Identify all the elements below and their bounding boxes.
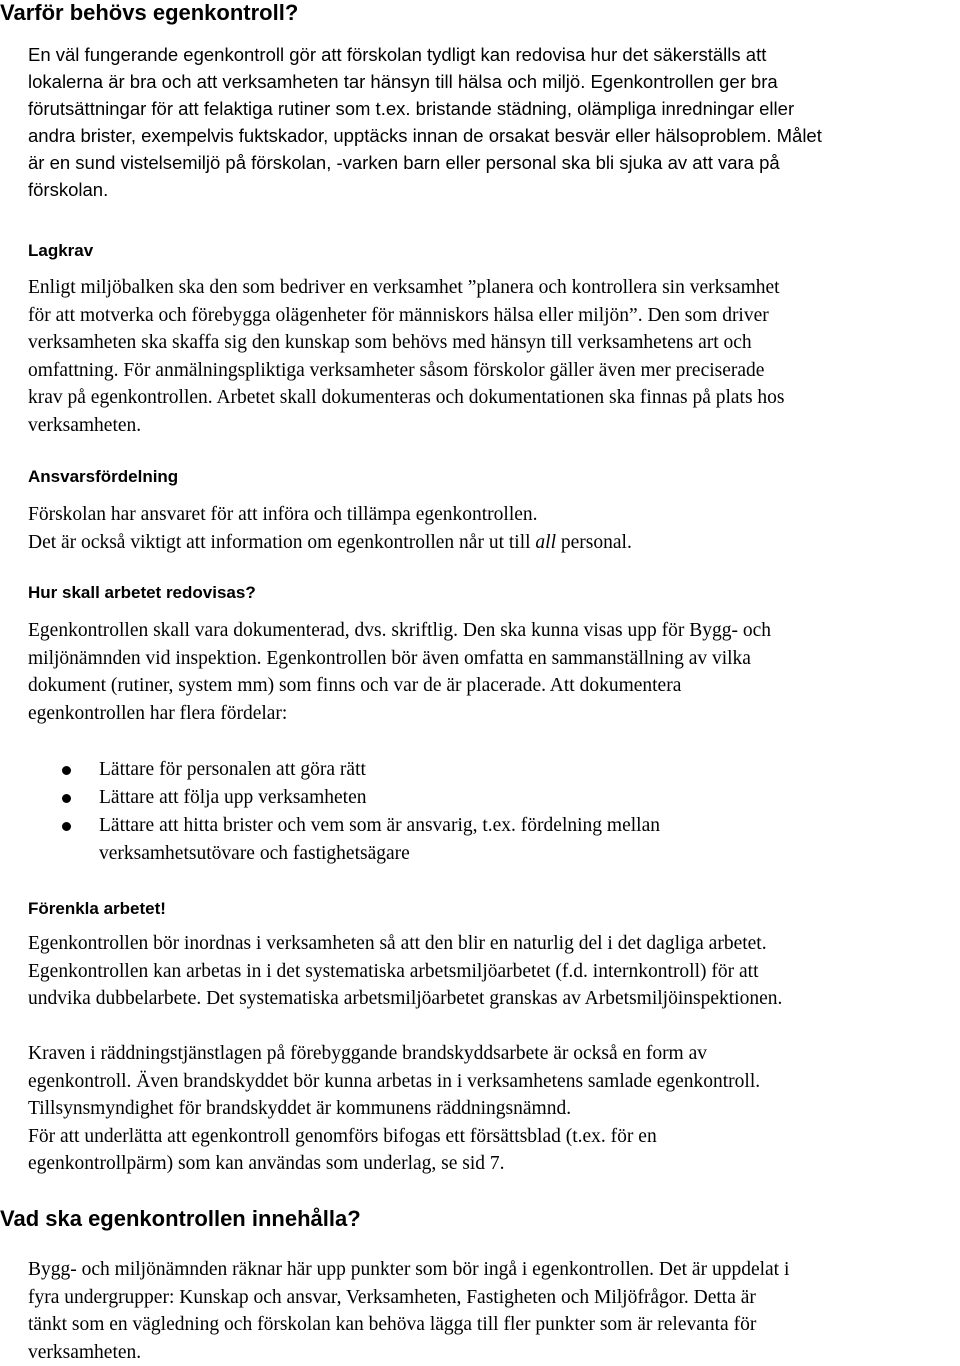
text-line: verksamheten.: [28, 1339, 958, 1366]
text-line: krav på egenkontrollen. Arbetet skall dokumenteras och dokumentationen ska finnas på plats hos: [28, 384, 958, 412]
text-line: Enligt miljöbalken ska den som bedriver en verksamhet ”planera och kontrollera sin verksamhet: [28, 274, 958, 302]
text-line: Kraven i räddningstjänstlagen på förebyggande brandskyddsarbete är också en form av: [28, 1040, 958, 1068]
text-line: verksamhetsutövare och fastighetsägare: [99, 840, 960, 868]
heading-lagkrav: Lagkrav: [28, 240, 93, 262]
text-line: verksamheten ska skaffa sig den kunskap som behövs med hänsyn till verksamhetens art och: [28, 329, 958, 357]
text-line: verksamheten.: [28, 412, 958, 440]
text-line: förutsättningar för att felaktiga rutiner som t.ex. bristande städning, olämpliga inredningar eller: [28, 95, 958, 122]
text-line: För att underlätta att egenkontroll genomförs bifogas ett försättsblad (t.ex. för en: [28, 1123, 958, 1151]
text-line: Lättare att hitta brister och vem som är ansvarig, t.ex. fördelning mellan: [99, 812, 960, 840]
text-line: Egenkontrollen kan arbetas in i det systematiska arbetsmiljöarbetet (f.d. internkontroll) för att: [28, 958, 958, 986]
heading-redovisas: Hur skall arbetet redovisas?: [28, 582, 256, 604]
heading-innehalla: Vad ska egenkontrollen innehålla?: [0, 1206, 361, 1232]
paragraph-redovisas: [28, 617, 958, 727]
bullet-icon: [62, 766, 71, 775]
text-line: egenkontroll. Även brandskyddet bör kunna arbetas in i verksamhetens samlade egenkontroll.: [28, 1068, 958, 1096]
text-segment: personal.: [556, 532, 632, 553]
text-line: dokument (rutiner, system mm) som finns och var de är placerade. Att dokumentera: [28, 672, 958, 700]
text-line: Egenkontrollen bör inordnas i verksamheten så att den blir en naturlig del i det dagliga arbetet.: [28, 930, 958, 958]
bullet-icon: [62, 794, 71, 803]
paragraph-innehalla: [28, 1256, 958, 1366]
text-line: Egenkontrollen skall vara dokumenterad, dvs. skriftlig. Den ska kunna visas upp för Bygg- och: [28, 617, 958, 645]
paragraph-lagkrav: [28, 274, 958, 439]
text-line: Lättare att följa upp verksamheten: [99, 784, 960, 812]
list-item: [0, 756, 960, 784]
text-line: En väl fungerande egenkontroll gör att förskolan tydligt kan redovisa hur det säkerställs att: [28, 41, 958, 68]
list-item: [0, 784, 960, 812]
text-line: [28, 529, 958, 557]
text-line: omfattning. För anmälningspliktiga verksamheter såsom förskolor gäller även mer preciserade: [28, 357, 958, 385]
list-item: [0, 812, 960, 868]
bullet-list: [0, 756, 960, 868]
text-line: är en sund vistelsemiljö på förskolan, -varken barn eller personal ska bli sjuka av att vara på: [28, 149, 958, 176]
text-segment: Det är också viktigt att information om egenkontrollen når ut till: [28, 532, 535, 553]
text-line: för att motverka och förebygga olägenheter för människors hälsa eller miljön”. Den som driver: [28, 302, 958, 330]
paragraph-forenkla: [28, 930, 958, 1013]
text-line: Bygg- och miljönämnden räknar här upp punkter som bör ingå i egenkontrollen. Det är uppdelat i: [28, 1256, 958, 1284]
bullet-icon: [62, 822, 71, 831]
heading-forenkla: Förenkla arbetet!: [28, 898, 166, 920]
text-line: miljönämnden vid inspektion. Egenkontrollen bör även omfatta en sammanställning av vilka: [28, 645, 958, 673]
emphasis-all: all: [535, 532, 556, 553]
text-line: undvika dubbelarbete. Det systematiska arbetsmiljöarbetet granskas av Arbetsmiljöinspektionen.: [28, 985, 958, 1013]
text-line: förskolan.: [28, 176, 958, 203]
paragraph-brandskydd: [28, 1040, 958, 1178]
text-line: egenkontrollen har flera fördelar:: [28, 700, 958, 728]
text-line: Lättare för personalen att göra rätt: [99, 756, 960, 784]
text-line: Förskolan har ansvaret för att införa och tillämpa egenkontrollen.: [28, 501, 958, 529]
text-line: lokalerna är bra och att verksamheten tar hänsyn till hälsa och miljö. Egenkontrollen ger bra: [28, 68, 958, 95]
text-line: egenkontrollpärm) som kan användas som underlag, se sid 7.: [28, 1150, 958, 1178]
text-line: tänkt som en vägledning och förskolan kan behöva lägga till fler punkter som är relevanta för: [28, 1311, 958, 1339]
text-line: Tillsynsmyndighet för brandskyddet är kommunens räddningsnämnd.: [28, 1095, 958, 1123]
heading-ansvarsfordelning: Ansvarsfördelning: [28, 466, 178, 488]
paragraph-varfor: [28, 41, 958, 203]
paragraph-ansvarsfordelning: [28, 501, 958, 556]
text-line: andra brister, exempelvis fuktskador, upptäcks innan de orsakat besvär eller hälsoproblem. Målet: [28, 122, 958, 149]
text-line: fyra undergrupper: Kunskap och ansvar, Verksamheten, Fastigheten och Miljöfrågor. Detta är: [28, 1284, 958, 1312]
heading-varfor: Varför behövs egenkontroll?: [0, 0, 298, 26]
